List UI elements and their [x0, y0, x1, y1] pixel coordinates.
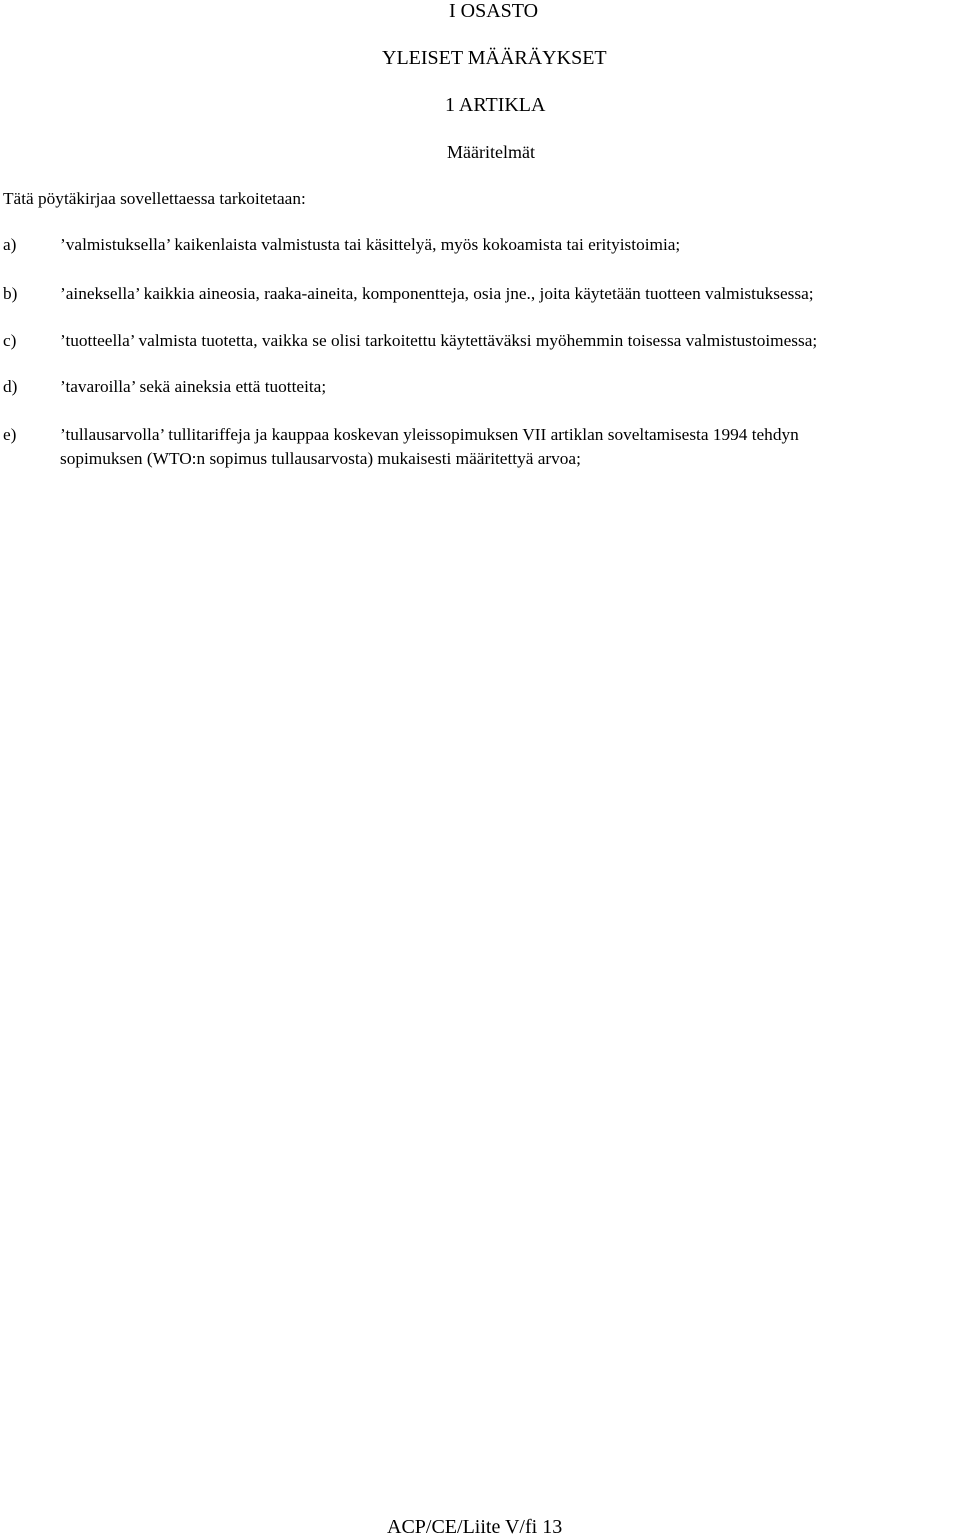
intro-text: Tätä pöytäkirjaa sovellettaessa tarkoitetaan: [3, 189, 306, 208]
definition-text-line-1: ’tullausarvolla’ tullitariffeja ja kauppaa koskevan yleissopimuksen VII artiklan soveltamisesta 1994 tehdyn [60, 425, 799, 444]
definition-label: d) [3, 377, 18, 396]
definition-text-line-2: sopimuksen (WTO:n sopimus tullausarvosta) mukaisesti määritettyä arvoa; [60, 449, 581, 468]
part-title: YLEISET MÄÄRÄYKSET [382, 47, 607, 69]
page-footer: ACP/CE/Liite V/fi 13 [387, 1516, 563, 1538]
definition-label: b) [3, 284, 18, 303]
definition-text: ’tuotteella’ valmista tuotetta, vaikka se olisi tarkoitettu käytettäväksi myöhemmin toisessa valmistustoimessa; [60, 331, 818, 350]
article-number: 1 ARTIKLA [445, 94, 546, 116]
definition-label: a) [3, 235, 17, 254]
article-title: Määritelmät [447, 142, 535, 162]
section-heading: I OSASTO [449, 0, 539, 22]
definition-text: ’aineksella’ kaikkia aineosia, raaka-aineita, komponentteja, osia jne., joita käytetään tuotteen valmistuksessa; [60, 284, 814, 303]
definition-label: e) [3, 425, 17, 444]
definition-text: ’tavaroilla’ sekä aineksia että tuotteita; [60, 377, 327, 396]
definition-label: c) [3, 331, 17, 350]
definition-text: ’valmistuksella’ kaikenlaista valmistusta tai käsittelyä, myös kokoamista tai erityistoimia; [60, 235, 681, 254]
